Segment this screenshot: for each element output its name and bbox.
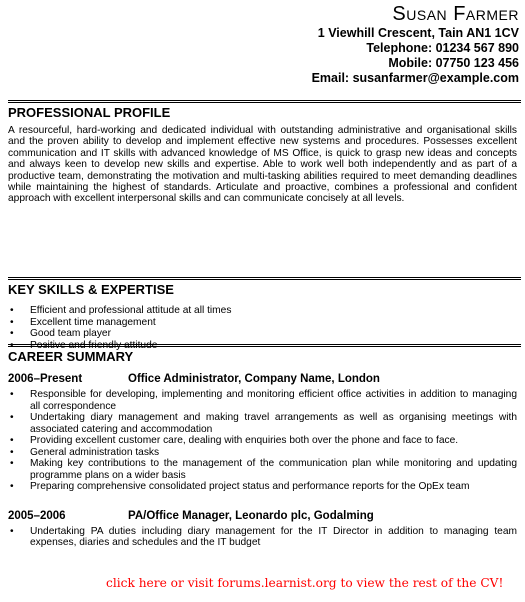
section-rule	[8, 344, 521, 347]
list-item: • Positive and friendly attitude	[10, 339, 158, 351]
bullet-icon: •	[10, 458, 14, 469]
bullet-icon: •	[10, 339, 14, 351]
list-item: • Efficient and professional attitude at all times	[10, 305, 232, 316]
bullet-icon: •	[10, 316, 14, 328]
skills-section	[8, 277, 521, 351]
job-years: 2005–2006	[8, 509, 66, 522]
job-header	[8, 510, 521, 523]
career-heading: CAREER SUMMARY	[8, 349, 134, 364]
profile-text: A resourceful, hard-working and dedicated individual with outstanding administrative and organisational skills and the proven ability to develop and implement effective new systems and procedures. Possesses excellent communication and IT skills with advanced knowledge of MS Office, is quick to grasp new ideas and concepts and always keen to develop new skills and expertise. Able to work well both independently and as part of a productive team, demonstrating the motivation and multi-tasking abilities required to meet demanding deadlines while maintaining the highest of standards. Articulate and proactive, combines a professional and confident approach with excellent interpersonal skills and can communicate concisely at all levels.	[8, 125, 517, 205]
section-rule	[8, 277, 521, 280]
job-title: Office Administrator, Company Name, London	[128, 373, 380, 385]
bullet-icon: •	[10, 305, 14, 316]
list-item: • Good team player	[10, 328, 111, 339]
list-item: • Responsible for developing, implementing and monitoring efficient office activities in addition to managing all correspondence	[10, 389, 517, 412]
section-rule	[8, 100, 521, 103]
bullet-icon: •	[10, 412, 14, 423]
bullet-icon: •	[10, 328, 14, 339]
cv-header	[312, 2, 519, 86]
list-item: • Undertaking PA duties including diary management for the IT Director in addition to managing team expenses, diaries and schedules and the IT budget	[10, 525, 517, 548]
bullet-icon: •	[10, 481, 14, 492]
job-header	[8, 373, 521, 386]
duties-list	[8, 389, 521, 493]
mobile: Mobile: 07750 123 456	[388, 56, 519, 70]
profile-section	[8, 100, 521, 205]
list-item: • Undertaking diary management and making travel arrangements as well as organising meetings with associated catering and accommodation	[10, 412, 517, 435]
address: 1 Viewhill Crescent, Tain AN1 1CV	[317, 26, 519, 40]
view-full-cv-link[interactable]: click here or visit forums.learnist.org to view the rest of the CV!	[106, 576, 504, 590]
list-item: • Providing excellent customer care, dealing with enquiries both over the phone and face to face.	[10, 435, 459, 446]
bullet-icon: •	[10, 525, 14, 537]
profile-heading: PROFESSIONAL PROFILE	[8, 105, 171, 120]
career-section	[8, 344, 521, 549]
bullet-icon: •	[10, 389, 14, 400]
duties-list	[8, 526, 521, 549]
list-item: • Preparing comprehensive consolidated project status and performance reports for the OpEx team	[10, 481, 470, 492]
job-title: PA/Office Manager, Leonardo plc, Godalming	[128, 509, 374, 522]
email: Email: susanfarmer@example.com	[311, 71, 519, 85]
telephone: Telephone: 01234 567 890	[366, 41, 519, 55]
bullet-icon: •	[10, 435, 14, 446]
list-item: • Making key contributions to the management of the communication plan while monitoring and updating programme plans on a wider basis	[10, 458, 517, 481]
list-item: • Excellent time management	[10, 316, 156, 328]
list-item: • General administration tasks	[10, 446, 160, 458]
bullet-icon: •	[10, 446, 14, 458]
candidate-name: Susan Farmer	[392, 3, 519, 25]
job-years: 2006–Present	[8, 373, 83, 385]
skills-heading: KEY SKILLS & EXPERTISE	[8, 282, 174, 297]
